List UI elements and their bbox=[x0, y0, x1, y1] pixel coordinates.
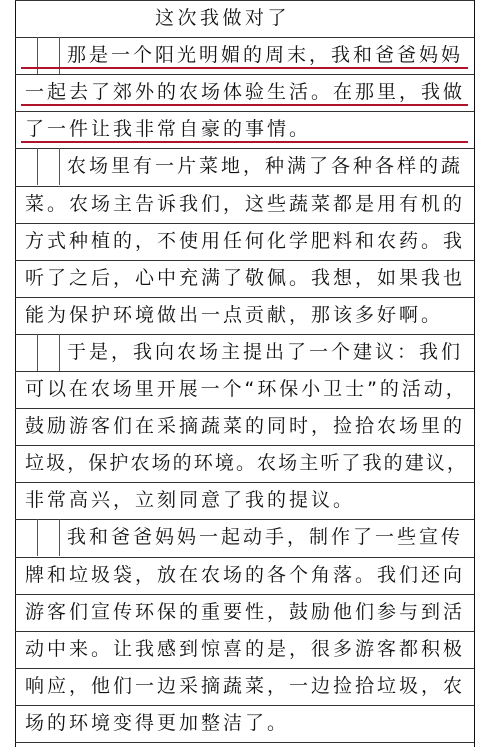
essay-line bbox=[15, 297, 474, 334]
essay-line-text: 于是，我向农场主提出了一个建议：我们 bbox=[67, 340, 464, 363]
essay-line-text: 游客们宣传环保的重要性，鼓励他们参与到活 bbox=[25, 600, 466, 623]
indent-cell-line bbox=[37, 334, 38, 371]
row-rule bbox=[15, 0, 474, 1]
essay-line bbox=[15, 445, 474, 482]
essay-line bbox=[15, 631, 474, 668]
essay-line bbox=[15, 705, 474, 742]
row-rule bbox=[15, 223, 474, 224]
essay-line bbox=[15, 408, 474, 445]
essay-line-text: 菜。农场主告诉我们，这些蔬菜都是用有机的 bbox=[25, 192, 466, 215]
indent-cell-line bbox=[37, 148, 38, 185]
right-margin-border bbox=[474, 0, 475, 747]
indent-cell-line bbox=[59, 334, 60, 371]
essay-line bbox=[15, 557, 474, 594]
indent-cell-line bbox=[59, 519, 60, 556]
row-rule bbox=[15, 297, 474, 298]
essay-line bbox=[15, 74, 474, 111]
row-rule bbox=[15, 519, 474, 520]
row-rule bbox=[15, 37, 474, 38]
row-rule bbox=[15, 148, 474, 149]
essay-line-text: 响应，他们一边采摘蔬菜，一边捡拾垃圾，农 bbox=[25, 674, 466, 697]
essay-line-text: 农场里有一片菜地，种满了各种各样的蔬 bbox=[67, 155, 464, 178]
title-row bbox=[15, 0, 474, 37]
essay-line-text: 听了之后，心中充满了敬佩。我想，如果我也 bbox=[25, 266, 466, 289]
essay-line-text: 能为保护环境做出一点贡献，那该多好啊。 bbox=[25, 303, 444, 326]
essay-line bbox=[15, 37, 474, 74]
essay-line-text: 非常高兴，立刻同意了我的提议。 bbox=[25, 489, 356, 512]
essay-line-text: 垃圾，保护农场的环境。农场主听了我的建议， bbox=[25, 452, 469, 475]
essay-line-text: 鼓励游客们在采摘蔬菜的同时，捡拾农场里的 bbox=[25, 415, 466, 438]
essay-title: 这次我做对了 bbox=[155, 7, 291, 29]
essay-line-text: 那是一个阳光明媚的周末，我和爸爸妈妈 bbox=[67, 44, 464, 67]
row-rule bbox=[15, 74, 474, 75]
row-rule bbox=[15, 111, 474, 112]
red-underline bbox=[21, 141, 468, 143]
row-rule bbox=[15, 186, 474, 187]
row-rule bbox=[15, 668, 474, 669]
essay-line bbox=[15, 371, 474, 408]
row-rule bbox=[15, 594, 474, 595]
essay-line-text: 牌和垃圾袋，放在农场的各个角落。我们还向 bbox=[25, 563, 466, 586]
row-rule bbox=[15, 631, 474, 632]
essay-line-text: 场的环境变得更加整洁了。 bbox=[25, 711, 290, 734]
essay-line-text: 一起去了郊外的农场体验生活。在那里，我做 bbox=[25, 81, 466, 104]
essay-line bbox=[15, 148, 474, 185]
essay-line-text: 了一件让我非常自豪的事情。 bbox=[25, 118, 312, 141]
row-rule bbox=[15, 482, 474, 483]
row-rule bbox=[15, 371, 474, 372]
row-rule bbox=[15, 260, 474, 261]
red-underline bbox=[21, 67, 468, 69]
row-rule bbox=[15, 557, 474, 558]
essay-line bbox=[15, 519, 474, 556]
essay-line bbox=[15, 260, 474, 297]
row-rule bbox=[15, 408, 474, 409]
essay-line bbox=[15, 668, 474, 705]
essay-line-text: 方式种植的，不使用任何化学肥料和农药。我 bbox=[25, 229, 466, 252]
indent-cell-line bbox=[37, 519, 38, 556]
essay-line-text: 我和爸爸妈妈一起动手，制作了一些宣传 bbox=[67, 526, 464, 549]
red-underline bbox=[21, 104, 468, 106]
essay-line bbox=[15, 186, 474, 223]
essay-line bbox=[15, 111, 474, 148]
essay-line-text: 动中来。让我感到惊喜的是，很多游客都积极 bbox=[25, 637, 466, 660]
essay-line bbox=[15, 482, 474, 519]
row-rule bbox=[15, 705, 474, 706]
indent-cell-line bbox=[59, 148, 60, 185]
essay-line bbox=[15, 594, 474, 631]
essay-line bbox=[15, 223, 474, 260]
essay-line bbox=[15, 334, 474, 371]
essay-line-text: 可以在农场里开展一个“环保小卫士”的活动， bbox=[25, 378, 468, 400]
row-rule bbox=[15, 445, 474, 446]
row-rule bbox=[15, 334, 474, 335]
